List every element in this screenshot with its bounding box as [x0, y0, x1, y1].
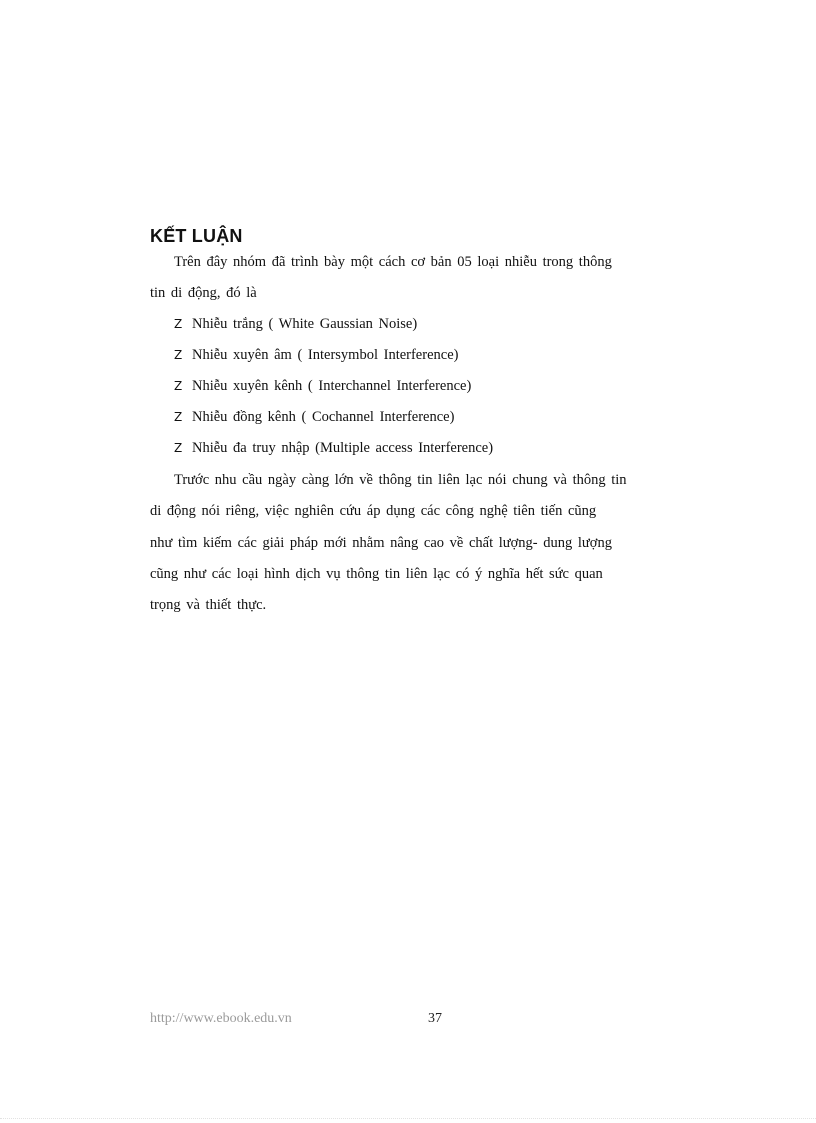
conclusion-line: di động nói riêng, việc nghiên cứu áp dụng các công nghệ tiên tiến cũng	[150, 503, 597, 519]
list-item-text: Nhiễu xuyên kênh ( Interchannel Interference)	[192, 378, 472, 394]
intro-line-1: Trên đây nhóm đã trình bày một cách cơ bản 05 loại nhiễu trong thông	[174, 254, 612, 270]
conclusion-line: Trước nhu cầu ngày càng lớn về thông tin liên lạc nói chung và thông tin	[174, 472, 627, 488]
page-bottom-divider	[0, 1118, 816, 1119]
list-item-text: Nhiễu đa truy nhập (Multiple access Interference)	[192, 440, 494, 456]
footer-url: http://www.ebook.edu.vn	[150, 1011, 292, 1026]
conclusion-line: cũng như các loại hình dịch vụ thông tin liên lạc có ý nghĩa hết sức quan	[150, 566, 603, 582]
list-item-text: Nhiễu xuyên âm ( Intersymbol Interference)	[192, 347, 459, 363]
bullet-icon: Z	[174, 348, 183, 362]
page-number: 37	[428, 1011, 442, 1026]
list-item	[174, 409, 454, 426]
list-item	[174, 347, 458, 364]
bullet-icon: Z	[174, 410, 183, 424]
bullet-icon: Z	[174, 317, 183, 331]
list-item	[174, 316, 417, 333]
bullet-icon: Z	[174, 441, 183, 455]
conclusion-line: như tìm kiếm các giải pháp mới nhằm nâng cao về chất lượng- dung lượng	[150, 535, 612, 551]
list-item-text: Nhiễu trắng ( White Gaussian Noise)	[192, 316, 418, 332]
intro-line-2: tin di động, đó là	[150, 285, 257, 301]
list-item	[174, 378, 471, 395]
section-heading: KẾT LUẬN	[150, 226, 243, 246]
list-item	[174, 440, 493, 457]
list-item-text: Nhiễu đồng kênh ( Cochannel Interference)	[192, 409, 455, 425]
bullet-icon: Z	[174, 379, 183, 393]
conclusion-line: trọng và thiết thực.	[150, 597, 267, 613]
